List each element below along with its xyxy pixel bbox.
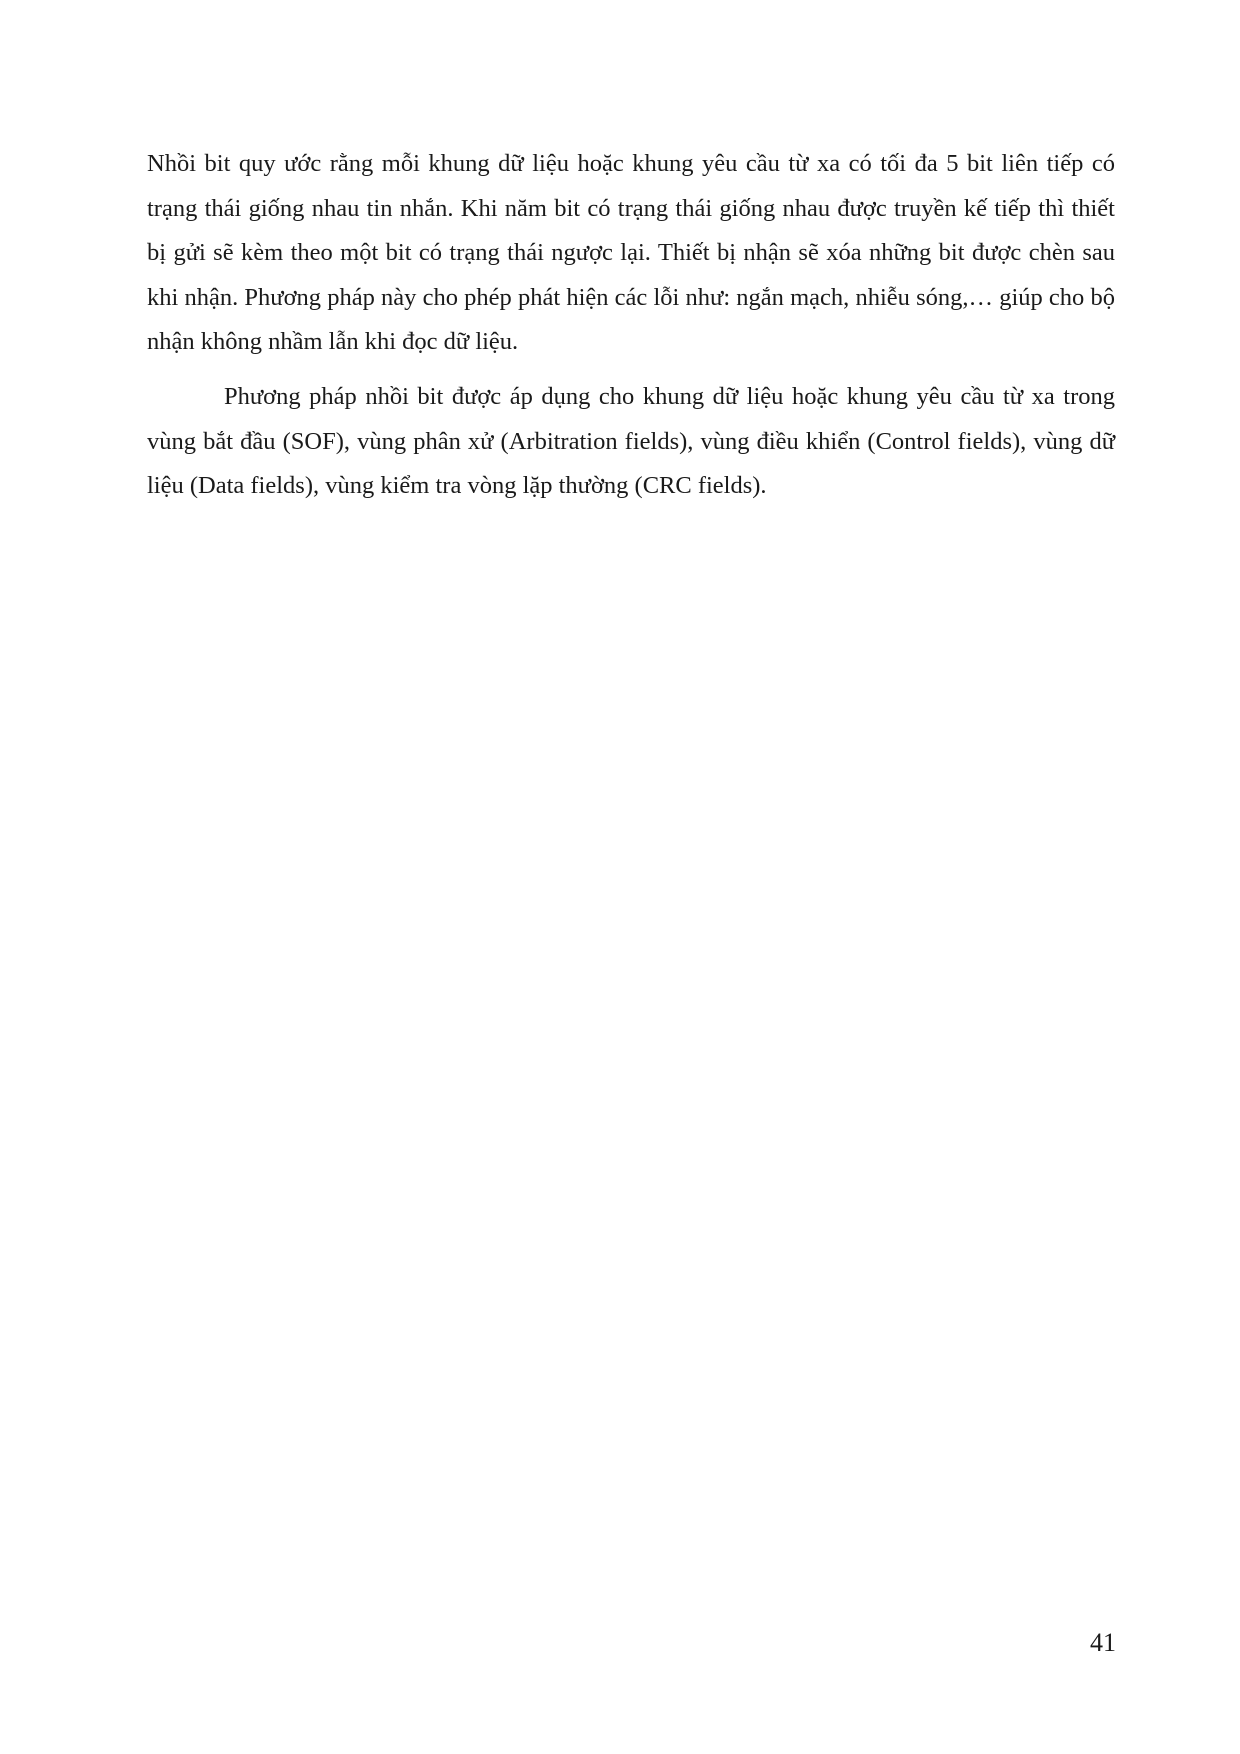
paragraph-bit-stuffing-application: Phương pháp nhồi bit được áp dụng cho khung dữ liệu hoặc khung yêu cầu từ xa trong vùng bắt đầu (SOF), vùng phân xử (Arbitration fields), vùng điều khiển (Control fields), vùng dữ liệu (Data fields), vùng kiểm tra vòng lặp thường (CRC fields).: [147, 382, 1115, 500]
page-number: 41: [1090, 1628, 1116, 1657]
paragraph-bit-stuffing-definition: Nhồi bit quy ước rằng mỗi khung dữ liệu hoặc khung yêu cầu từ xa có tối đa 5 bit liên tiếp có trạng thái giống nhau tin nhắn. Khi năm bit có trạng thái giống nhau được truyền kế tiếp thì thiết bị gửi sẽ kèm theo một bit có trạng thái ngược lại. Thiết bị nhận sẽ xóa những bit được chèn sau khi nhận. Phương pháp này cho phép phát hiện các lỗi như: ngắn mạch, nhiễu sóng,… giúp cho bộ nhận không nhầm lẫn khi đọc dữ liệu.: [147, 150, 1115, 356]
body-text: [147, 142, 1115, 509]
